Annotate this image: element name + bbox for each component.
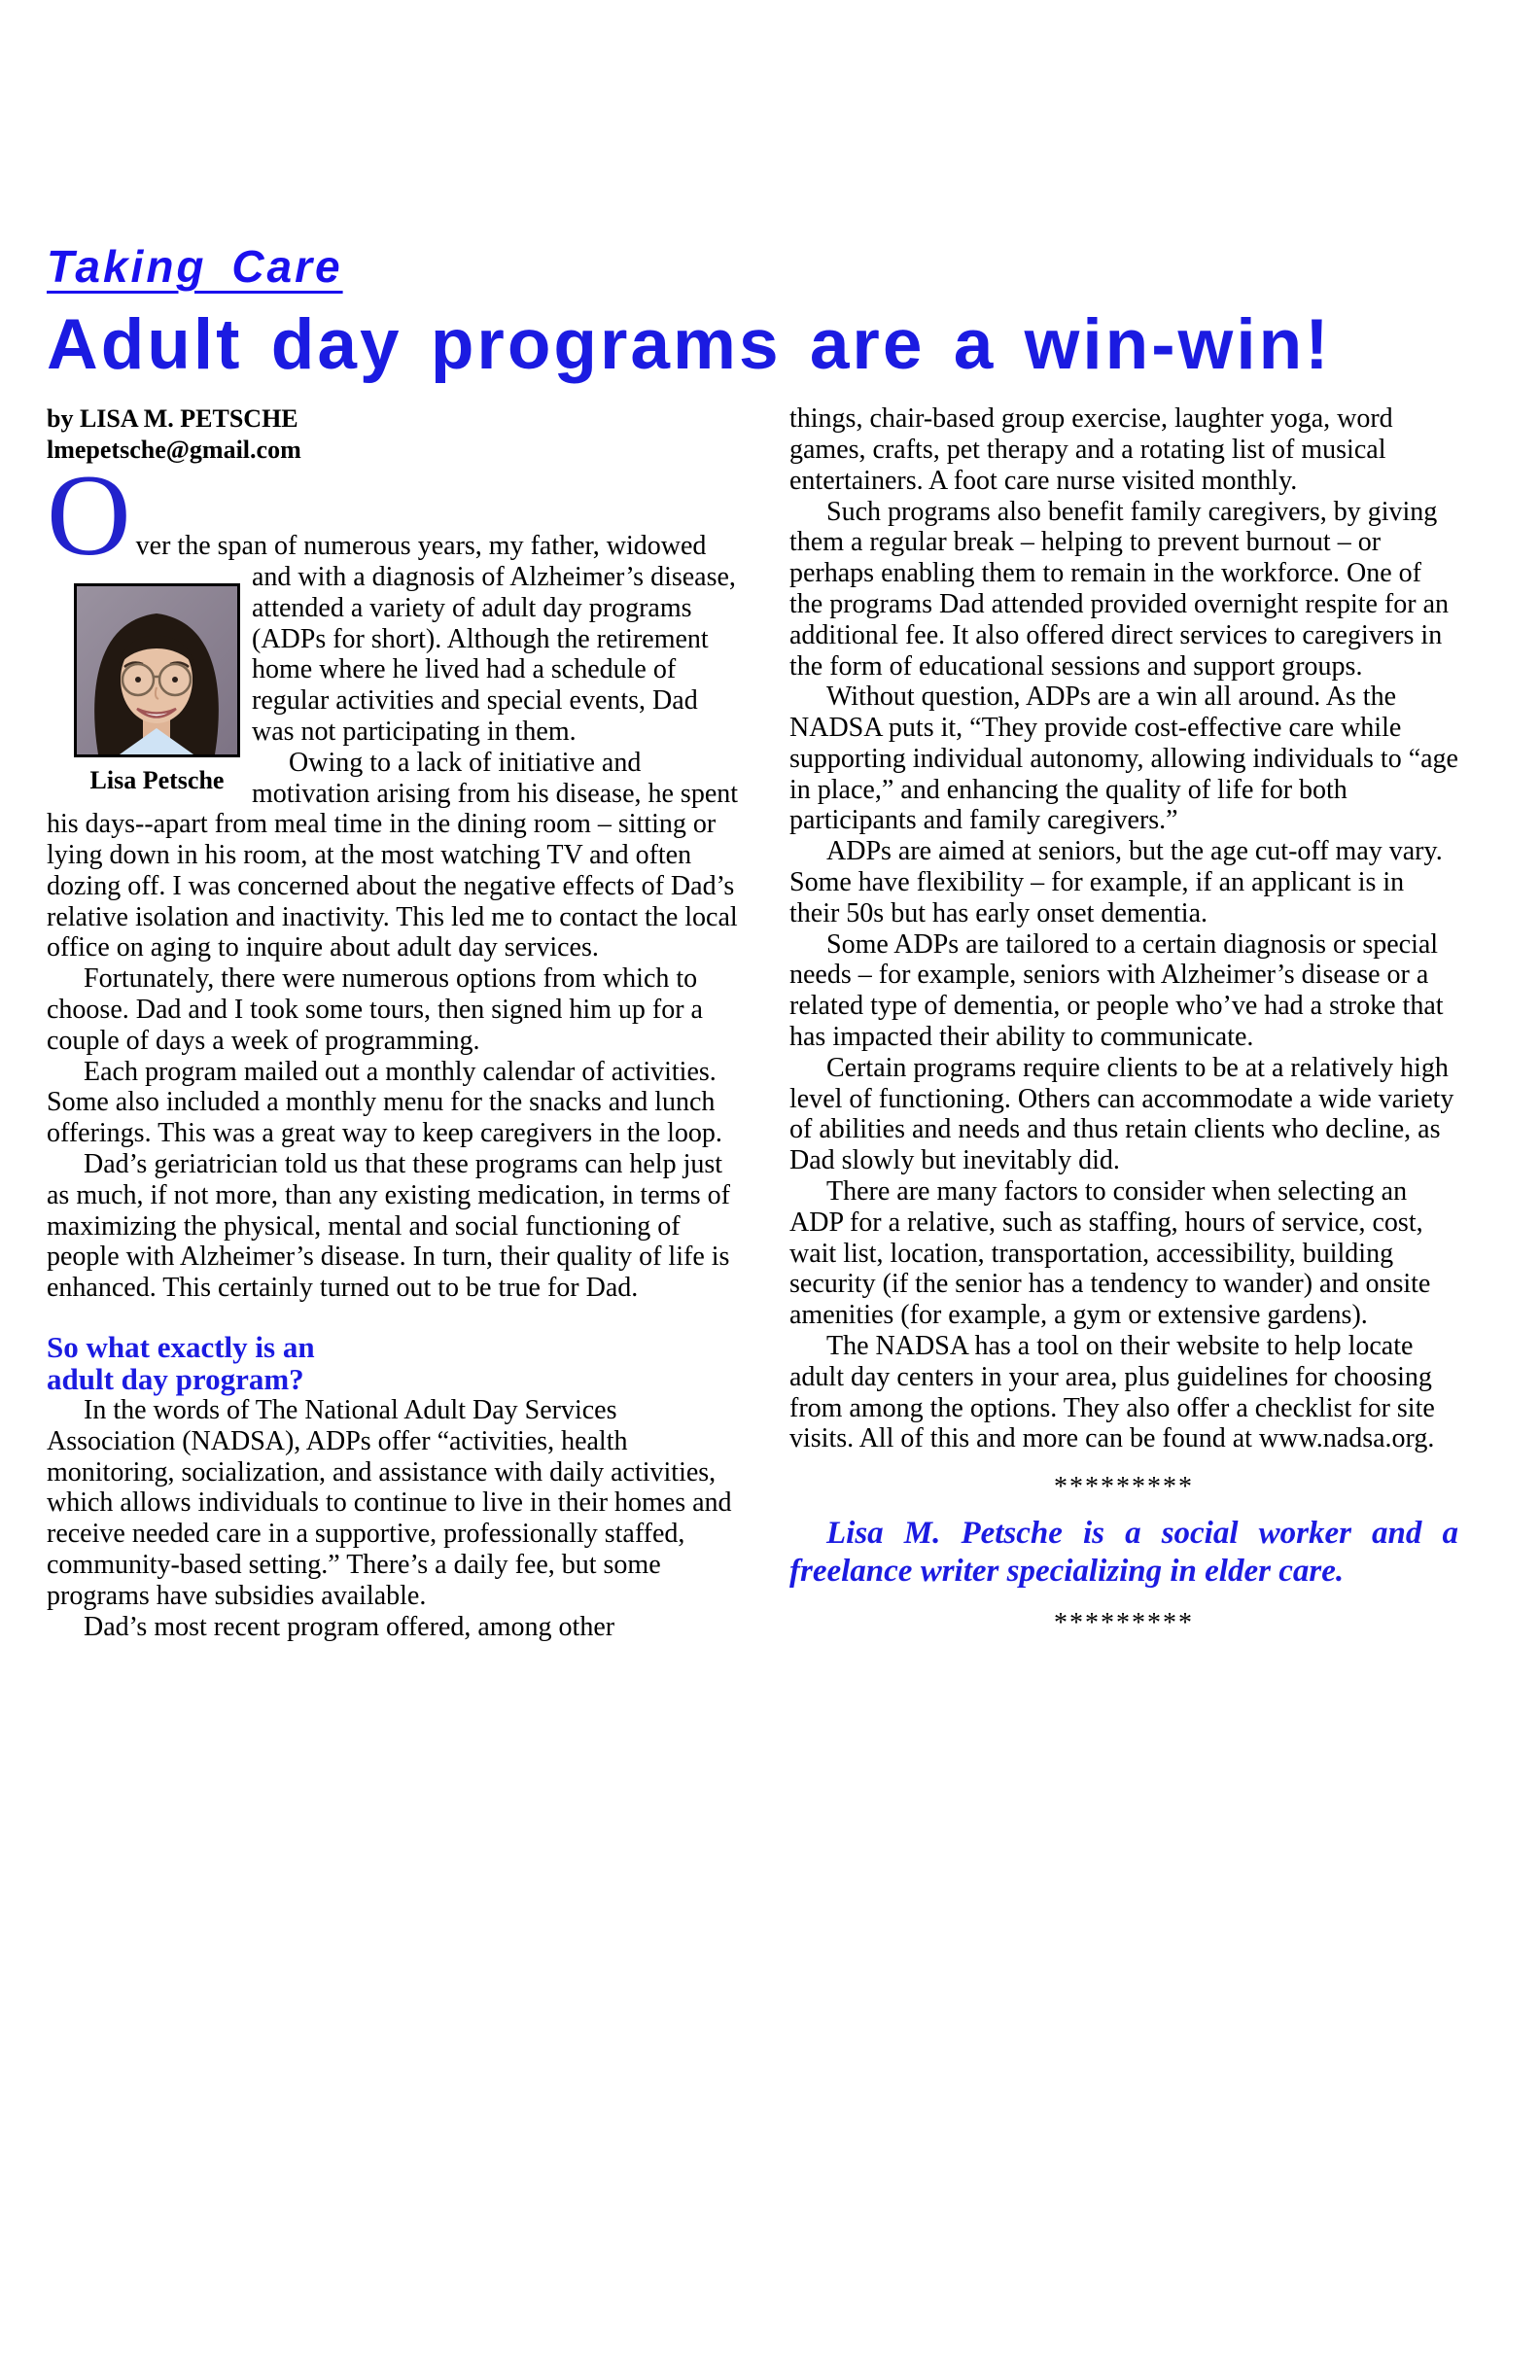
paragraph: In the words of The National Adult Day Services Association (NADSA), ADPs offer “activities, health monitoring, socialization, and assistance with daily activities, which allows individuals to continue to live in their homes and receive needed care in a supportive, professionally staffed, community-based setting.” There’s a daily fee, but some programs have subsidies available.	[47, 1395, 732, 1611]
left-column	[47, 403, 745, 1642]
lead-text-before-photo: ver the span of numerous years, my father, widowed and with a diagnosis of Alzheimer’s disease,	[135, 531, 736, 592]
paragraph: Dad’s most recent program offered, among other	[84, 1611, 615, 1642]
portrait-illustration	[77, 586, 237, 754]
section-subhead	[47, 1331, 745, 1395]
article-title: Adult day programs are a win-win!	[47, 305, 1332, 385]
paragraph: Dad’s geriatrician told us that these programs can help just as much, if not more, than any existing medication, in terms of maximizing the physical, mental and social functioning of people with Alzheimer’s disease. In turn, their quality of life is enhanced. This certainly turned out to be true for Dad.	[47, 1149, 730, 1304]
byline: by LISA M. PETSCHE	[47, 404, 298, 434]
subhead-line-1: So what exactly is an	[47, 1330, 315, 1365]
dropcap-letter: O	[47, 450, 131, 580]
paragraph: Without question, ADPs are a win all around. As the NADSA puts it, “They provide cost-effective care while supporting individual autonomy, allowing individuals to “age in place,” and enhancing the quality of life for both participants and family caregivers.”	[789, 682, 1458, 836]
paragraph: There are many factors to consider when selecting an ADP for a relative, such as staffing, hours of service, cost, wait list, location, transportation, accessibility, building security (if the senior has a tendency to wander) and onsite amenities (for example, a gym or extensive gardens).	[789, 1176, 1431, 1331]
byline-email: lmepetsche@gmail.com	[47, 436, 301, 465]
paragraph: Such programs also benefit family caregivers, by giving them a regular break – helping to prevent burnout – or perhaps enabling them to remain in the workforce. One of the programs Dad attended provided overnight respite for an additional fee. It also offered direct services to caregivers in the form of educational sessions and support groups.	[789, 496, 1450, 682]
section-kicker: Taking Care	[47, 241, 343, 292]
author-photo-figure	[74, 583, 240, 796]
paragraph: Owing to a lack of initiative and motivation arising from his disease, he spent his days--apart from meal time in the dining room – sitting or lying down in his room, at the most watching TV and often dozing off. I was concerned about the negative effects of Dad’s relative isolation and inactivity. This led me to contact the local office on aging to inquire about adult day services.	[47, 747, 739, 963]
asterisk-divider: *********	[1054, 1472, 1194, 1503]
asterisk-divider: *********	[1054, 1608, 1194, 1639]
lead-text-after-photo: attended a variety of adult day programs (ADPs for short). Although the retirement home where he lived had a schedule of regular activities and special events, Dad was not participating in them.	[252, 592, 709, 747]
article-content	[47, 243, 1458, 1642]
subhead-line-2: adult day program?	[47, 1362, 304, 1397]
paragraph: ADPs are aimed at seniors, but the age cut-off may vary. Some have flexibility – for example, if an applicant is in their 50s but has early onset dementia.	[789, 836, 1443, 928]
right-column	[789, 403, 1458, 1639]
paragraph: The NADSA has a tool on their website to help locate adult day centers in your area, plus guidelines for choosing from among the options. They also offer a checklist for site visits. All of this and more can be found at www.nadsa.org.	[789, 1331, 1435, 1454]
paragraph: Certain programs require clients to be at a relatively high level of functioning. Others can accommodate a wide variety of abilities and needs and thus retain clients who decline, as Dad slowly but inevitably did.	[789, 1052, 1454, 1176]
paragraph: Fortunately, there were numerous options from which to choose. Dad and I took some tours, then signed him up for a couple of days a week of programming.	[47, 963, 703, 1056]
paragraph: Each program mailed out a monthly calendar of activities. Some also included a monthly menu for the snacks and lunch offerings. This was a great way to keep caregivers in the loop.	[47, 1056, 722, 1149]
photo-caption: Lisa Petsche	[89, 765, 225, 794]
paragraph: things, chair-based group exercise, laughter yoga, word games, crafts, pet therapy and a rotating list of musical entertainers. A foot care nurse visited monthly.	[789, 403, 1393, 496]
author-photo	[74, 583, 240, 757]
author-bio: Lisa M. Petsche is a social worker and a freelance writer specializing in elder care.	[789, 1516, 1458, 1590]
two-column-body	[47, 403, 1458, 1642]
paragraph: Some ADPs are tailored to a certain diagnosis or special needs – for example, seniors with Alzheimer’s disease or a related type of dementia, or people who’ve had a stroke that has impacted their ability to communicate.	[789, 928, 1444, 1053]
